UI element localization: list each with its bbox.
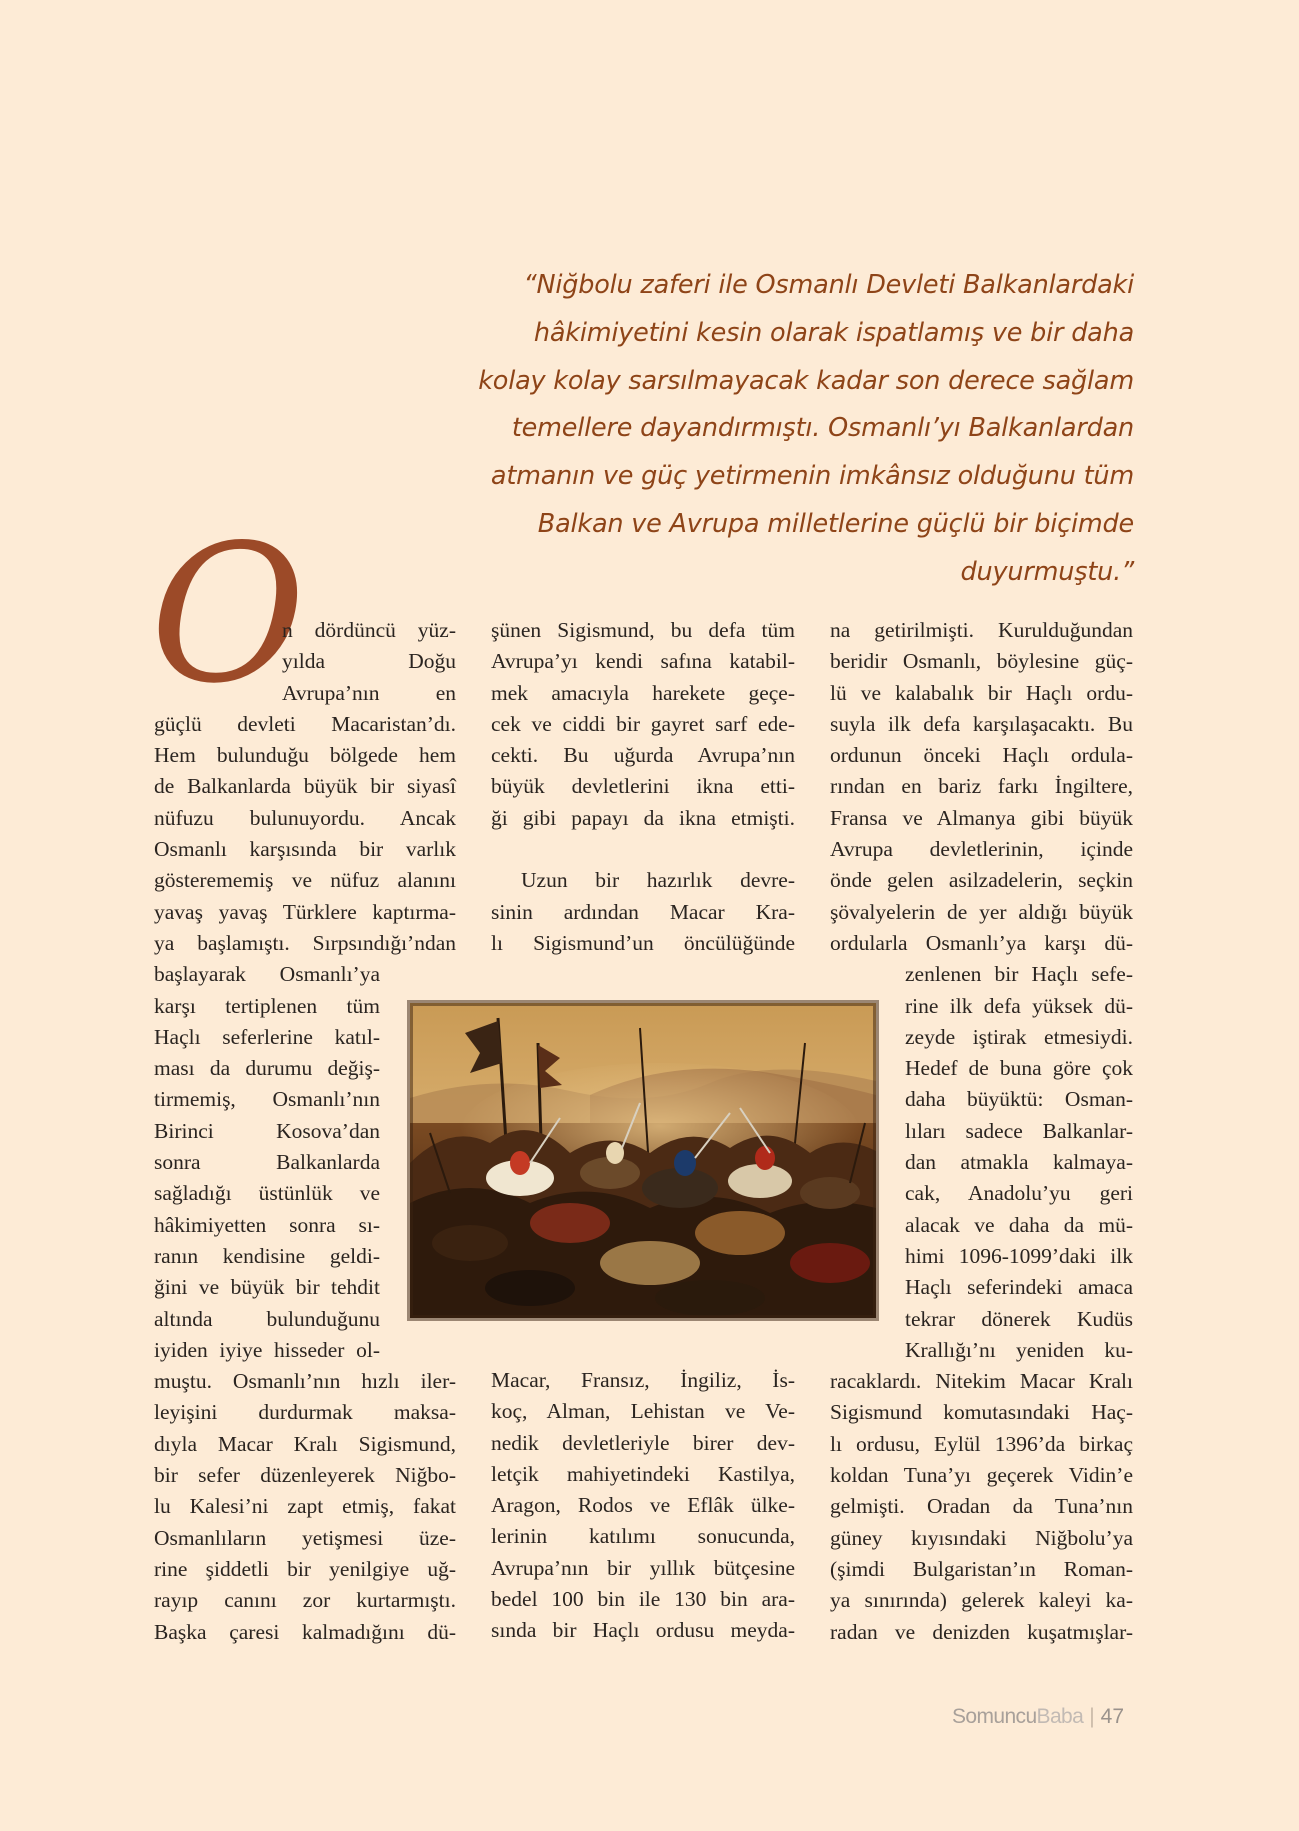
- text-line: büyük devletlerini ikna etti-: [491, 774, 795, 799]
- text-line: ordularla Osmanlı’ya karşı dü-: [830, 930, 1133, 955]
- text-line: lıları sadece Balkanlar-: [905, 1118, 1133, 1143]
- text-line: sonra Balkanlarda: [154, 1150, 380, 1175]
- text-line: lı ordusu, Eylül 1396’da birkaç: [830, 1431, 1133, 1456]
- text-line: ordunun önceki Haçlı ordula-: [830, 743, 1133, 768]
- text-line: rından en bariz farkı İngiltere,: [830, 774, 1133, 799]
- text-line: lü ve kalabalık bir Haçlı ordu-: [830, 680, 1133, 705]
- text-line: ğini ve büyük bir tehdit: [154, 1275, 380, 1300]
- text-line: mek amacıyla harekete geçe-: [491, 680, 795, 705]
- text-line: Krallığı’nı yeniden ku-: [905, 1337, 1133, 1362]
- text-line: güney kıyısındaki Niğbolu’ya: [830, 1525, 1133, 1550]
- page-footer: [952, 1705, 1124, 1729]
- text-line: bir sefer düzenleyerek Niğbo-: [154, 1463, 456, 1488]
- text-line: suyla ilk defa karşılaşacaktı. Bu: [830, 711, 1133, 736]
- text-line: leyişini durdurmak maksa-: [154, 1400, 456, 1425]
- text-line: cekti. Bu uğurda Avrupa’nın: [491, 743, 795, 768]
- text-line: Fransa ve Almanya gibi büyük: [830, 805, 1133, 830]
- text-line: gelmişti. Oradan da Tuna’nın: [830, 1494, 1133, 1519]
- pull-quote: [470, 262, 1134, 597]
- text-line: tekrar dönerek Kudüs: [905, 1306, 1133, 1331]
- text-line: rine şiddetli bir yenilgiye uğ-: [154, 1556, 456, 1581]
- text-line: Sigismund komutasındaki Haç-: [830, 1400, 1133, 1425]
- text-line: de Balkanlarda büyük bir siyasî: [154, 774, 456, 799]
- text-line: koç, Alman, Lehistan ve Ve-: [491, 1399, 795, 1424]
- page-number: 47: [1100, 1705, 1125, 1728]
- text-line: yavaş yavaş Türklere kaptırma-: [154, 899, 456, 924]
- battle-scene-image: [410, 1003, 876, 1318]
- text-line: lerinin katılımı sonucunda,: [491, 1524, 795, 1549]
- text-line: yılda Doğu: [282, 649, 456, 674]
- text-line: koldan Tuna’yı geçerek Vidin’e: [830, 1463, 1133, 1488]
- text-line: beridir Osmanlı, böylesine güç-: [830, 649, 1133, 674]
- pull-quote-line: Balkan ve Avrupa milletlerine güçlü bir biçimde: [537, 508, 1134, 539]
- text-line: dıyla Macar Kralı Sigismund,: [154, 1431, 456, 1456]
- text-line: bedel 100 bin ile 130 bin ara-: [491, 1587, 795, 1612]
- text-line: şünen Sigismund, bu defa tüm: [491, 618, 795, 642]
- text-line: başlayarak Osmanlı’ya: [154, 962, 380, 987]
- text-line: Birinci Kosova’dan: [154, 1118, 380, 1143]
- pull-quote-line: duyurmuştu.”: [960, 556, 1134, 587]
- text-line: ya başlamıştı. Sırpsındığı’ndan: [154, 930, 456, 955]
- text-line: tirmemiş, Osmanlı’nın: [154, 1087, 380, 1112]
- text-line: himi 1096-1099’daki ilk: [905, 1243, 1133, 1268]
- text-line: lı Sigismund’un öncülüğünde: [491, 930, 795, 955]
- pull-quote-line: atmanın ve güç yetirmenin imkânsız olduğunu tüm: [490, 461, 1134, 492]
- text-line: önde gelen asilzadelerin, seçkin: [830, 868, 1133, 893]
- text-line: lu Kalesi’ni zapt etmiş, fakat: [154, 1494, 456, 1519]
- text-line: cek ve ciddi bir gayret sarf ede-: [491, 711, 795, 736]
- text-line: ya sınırında) gelerek kaleyi ka-: [830, 1588, 1133, 1613]
- pull-quote-line: temellere dayandırmıştı. Osmanlı’yı Balkanlardan: [511, 413, 1134, 444]
- text-line: Avrupa’yı kendi safına katabil-: [491, 649, 795, 674]
- text-line: Aragon, Rodos ve Eflâk ülke-: [491, 1493, 795, 1518]
- magazine-brand-part1: Somuncu: [952, 1705, 1037, 1728]
- text-line: Hem bulunduğu bölgede hem: [154, 743, 456, 768]
- text-line: Osmanlıların yetişmesi üze-: [154, 1525, 456, 1550]
- text-line: nüfuzu bulunuyordu. Ancak: [154, 805, 456, 830]
- text-line: racaklardı. Nitekim Macar Kralı: [830, 1369, 1133, 1394]
- text-line: Macar, Fransız, İngiliz, İs-: [491, 1368, 795, 1392]
- text-line: Haçlı seferlerine katıl-: [154, 1024, 380, 1049]
- text-line: (şimdi Bulgaristan’ın Roman-: [830, 1556, 1133, 1581]
- text-line: rayıp canını zor kurtarmıştı.: [154, 1588, 456, 1613]
- text-line: nedik devletleriyle birer dev-: [491, 1430, 795, 1455]
- text-line: iyiden iyiye hisseder ol-: [154, 1337, 380, 1362]
- text-line: dan atmakla kalmaya-: [905, 1150, 1133, 1175]
- text-line: altında bulunduğunu: [154, 1306, 380, 1331]
- pull-quote-line: kolay kolay sarsılmayacak kadar son derece sağlam: [478, 365, 1134, 396]
- text-line: letçik mahiyetindeki Kastilya,: [491, 1461, 795, 1486]
- text-line: Haçlı seferindeki amaca: [905, 1275, 1133, 1300]
- text-line: hâkimiyetten sonra sı-: [154, 1212, 380, 1237]
- text-line: sında bir Haçlı ordusu meyda-: [491, 1618, 795, 1643]
- text-line: zeyde iştirak etmesiydi.: [905, 1024, 1133, 1049]
- text-line: Başka çaresi kalmadığını dü-: [154, 1619, 456, 1644]
- text-line: ması da durumu değiş-: [154, 1056, 380, 1081]
- text-line: Osmanlı karşısında bir varlık: [154, 837, 456, 862]
- text-line: karşı tertiplenen tüm: [154, 993, 380, 1018]
- text-line: n dördüncü yüz-: [282, 618, 456, 642]
- battle-painting: [410, 1003, 876, 1318]
- article-column-2-bottom: [491, 1365, 795, 1647]
- magazine-brand-part2: Baba: [1036, 1705, 1084, 1728]
- text-line: sinin ardından Macar Kra-: [491, 899, 795, 924]
- pull-quote-line: “Niğbolu zaferi ile Osmanlı Devleti Balkanlardaki: [523, 270, 1134, 300]
- text-line: cak, Anadolu’yu geri: [905, 1181, 1133, 1206]
- text-line: muştu. Osmanlı’nın hızlı iler-: [154, 1369, 456, 1394]
- text-line: daha büyüktü: Osman-: [905, 1087, 1133, 1112]
- footer-separator: |: [1089, 1705, 1095, 1728]
- text-line: gösterememiş ve nüfuz alanını: [154, 868, 456, 893]
- text-line: alacak ve daha da mü-: [905, 1212, 1133, 1237]
- text-line: ği gibi papayı da ikna etmişti.: [491, 805, 795, 830]
- text-line: Avrupa’nın bir yıllık bütçesine: [491, 1555, 795, 1580]
- text-line: Uzun bir hazırlık devre-: [521, 868, 795, 893]
- text-line: rine ilk defa yüksek dü-: [905, 993, 1133, 1018]
- text-line: radan ve denizden kuşatmışlar-: [830, 1619, 1133, 1644]
- article-column-2-top: [491, 615, 795, 959]
- text-line: sağladığı üstünlük ve: [154, 1181, 380, 1206]
- text-line: şövalyelerin de yer aldığı büyük: [830, 899, 1133, 924]
- drop-cap-letter: O: [150, 504, 306, 725]
- text-line: zenlenen bir Haçlı sefe-: [905, 962, 1133, 987]
- text-line: Avrupa’nın en: [282, 680, 456, 705]
- text-line: güçlü devleti Macaristan’dı.: [154, 711, 456, 736]
- pull-quote-line: hâkimiyetini kesin olarak ispatlamış ve bir daha: [533, 317, 1134, 348]
- text-line: Avrupa devletlerinin, içinde: [830, 837, 1133, 862]
- article-column-3: [830, 615, 1133, 1648]
- text-line: na getirilmişti. Kurulduğundan: [830, 618, 1133, 642]
- text-line: Hedef de buna göre çok: [905, 1056, 1133, 1081]
- text-line: ranın kendisine geldi-: [154, 1243, 380, 1268]
- paragraph-gap: [491, 834, 795, 865]
